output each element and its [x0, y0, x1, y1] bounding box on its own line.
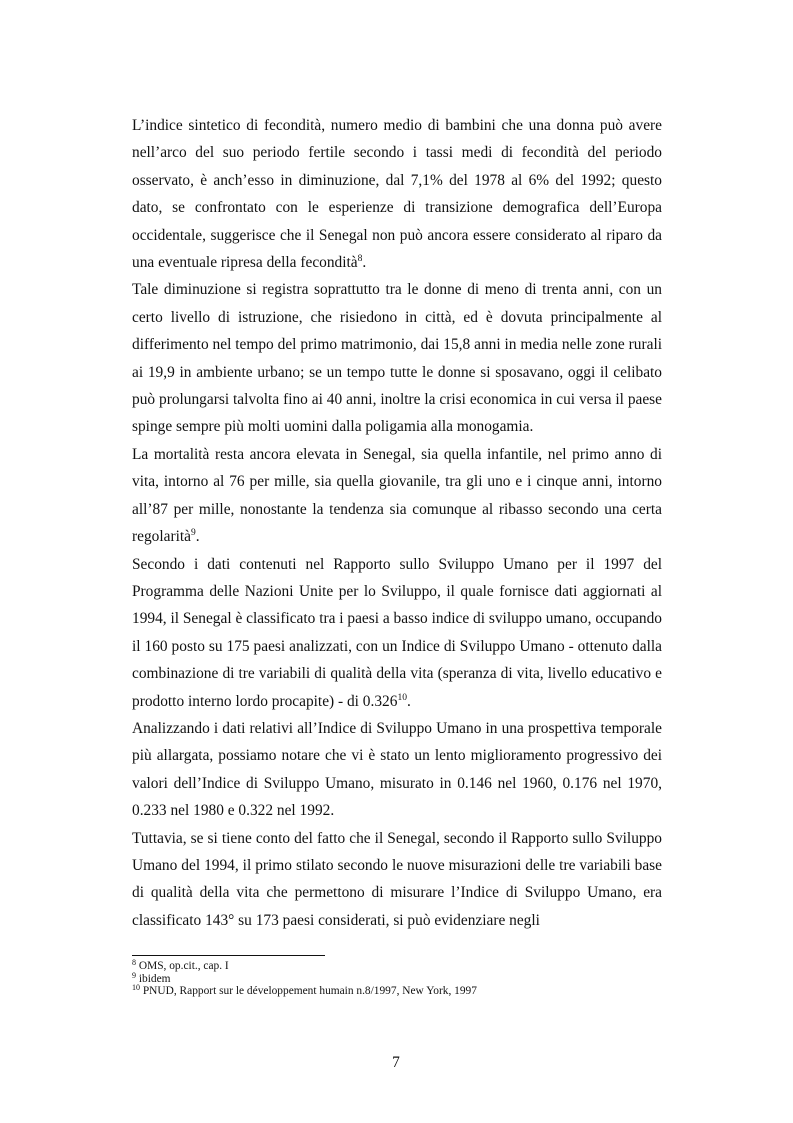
paragraph-text: Tale diminuzione si registra soprattutto tra le donne di meno di trenta anni, con un certo livello di istruzione, che risiedono in città, ed è dovuta principalmente al differimento nel tempo del primo matrimonio, dai 15,8 anni in media nelle zone rurali ai 19,9 in ambiente urbano; se un tempo tutte le donne si sposavano, oggi il celibato può prolungarsi talvolta fino ai 40 anni, inoltre la crisi economica in cui versa il paese spinge sempre più molti uomini dalla poligamia alla monogamia.	[132, 281, 662, 436]
paragraph	[132, 715, 662, 825]
footnote-reference: 8	[357, 252, 363, 264]
footnote-mark: 10	[132, 983, 140, 992]
paragraph-text: .	[362, 254, 367, 272]
footnote-reference: 9	[190, 526, 196, 538]
footnote-text: PNUD, Rapport sur le développement humain n.8/1997, New York, 1997	[140, 985, 477, 997]
paragraph	[132, 112, 662, 276]
footnote-mark: 9	[132, 970, 136, 980]
paragraph-text: Tuttavia, se si tiene conto del fatto che il Senegal, secondo il Rapporto sullo Sviluppo Umano del 1994, il primo stilato secondo le nuove misurazioni delle tre variabili base di qualità della vita che permettono di misurare l’Indice di Sviluppo Umano, era classificato 143° su 173 paesi considerati, si può evidenziare negli	[132, 829, 662, 929]
paragraph-text: .	[406, 692, 411, 710]
paragraph	[132, 441, 662, 551]
footnote-text: OMS, op.cit., cap. I	[136, 960, 229, 972]
paragraph-text: L’indice sintetico di fecondità, numero medio di bambini che una donna può avere nell’arco del suo periodo fertile secondo i tassi medi di fecondità del periodo osservato, è anch’esso in diminuzione, dal 7,1% del 1978 al 6% del 1992; questo dato, se confrontato con le esperienze di transizione demografica dell’Europa occidentale, suggerisce che il Senegal non può ancora essere considerato al riparo da una eventuale ripresa della fecondità	[132, 117, 662, 272]
paragraph-text: Secondo i dati contenuti nel Rapporto sullo Sviluppo Umano per il 1997 del Programma delle Nazioni Unite per lo Sviluppo, il quale fornisce dati aggiornati al 1994, il Senegal è classificato tra i paesi a basso indice di sviluppo umano, occupando il 160 posto su 175 paesi analizzati, con un Indice di Sviluppo Umano - ottenuto dalla combinazione di tre variabili di qualità della vita (speranza di vita, livello educativo e prodotto interno lordo procapite) - di 0.326	[132, 555, 662, 710]
footnote-mark: 8	[132, 958, 136, 967]
paragraph	[132, 551, 662, 715]
footnotes	[132, 960, 672, 998]
paragraph-text: .	[195, 528, 200, 546]
footnote-reference: 10	[397, 691, 407, 703]
footnote	[132, 970, 672, 986]
paragraph-text: La mortalità resta ancora elevata in Senegal, sia quella infantile, nel primo anno di vita, intorno al 76 per mille, sia quella giovanile, tra gli uno e i cinque anni, intorno all’87 per mille, nonostante la tendenza sia comunque al ribasso secondo una certa regolarità	[132, 445, 662, 546]
footnote	[132, 960, 672, 973]
page-number: 7	[392, 1054, 400, 1071]
footnote-separator	[132, 955, 325, 956]
paragraph-text: Analizzando i dati relativi all’Indice di Sviluppo Umano in una prospettiva temporale più allargata, possiamo notare che vi è stato un lento miglioramento progressivo dei valori dell’Indice di Sviluppo Umano, misurato in 0.146 nel 1960, 0.176 nel 1970, 0.233 nel 1980 e 0.322 nel 1992.	[132, 719, 662, 820]
body-text	[132, 112, 662, 934]
footnote-text: ibidem	[136, 972, 171, 985]
paragraph	[132, 276, 662, 440]
paragraph	[132, 825, 662, 935]
footnote	[132, 985, 672, 998]
